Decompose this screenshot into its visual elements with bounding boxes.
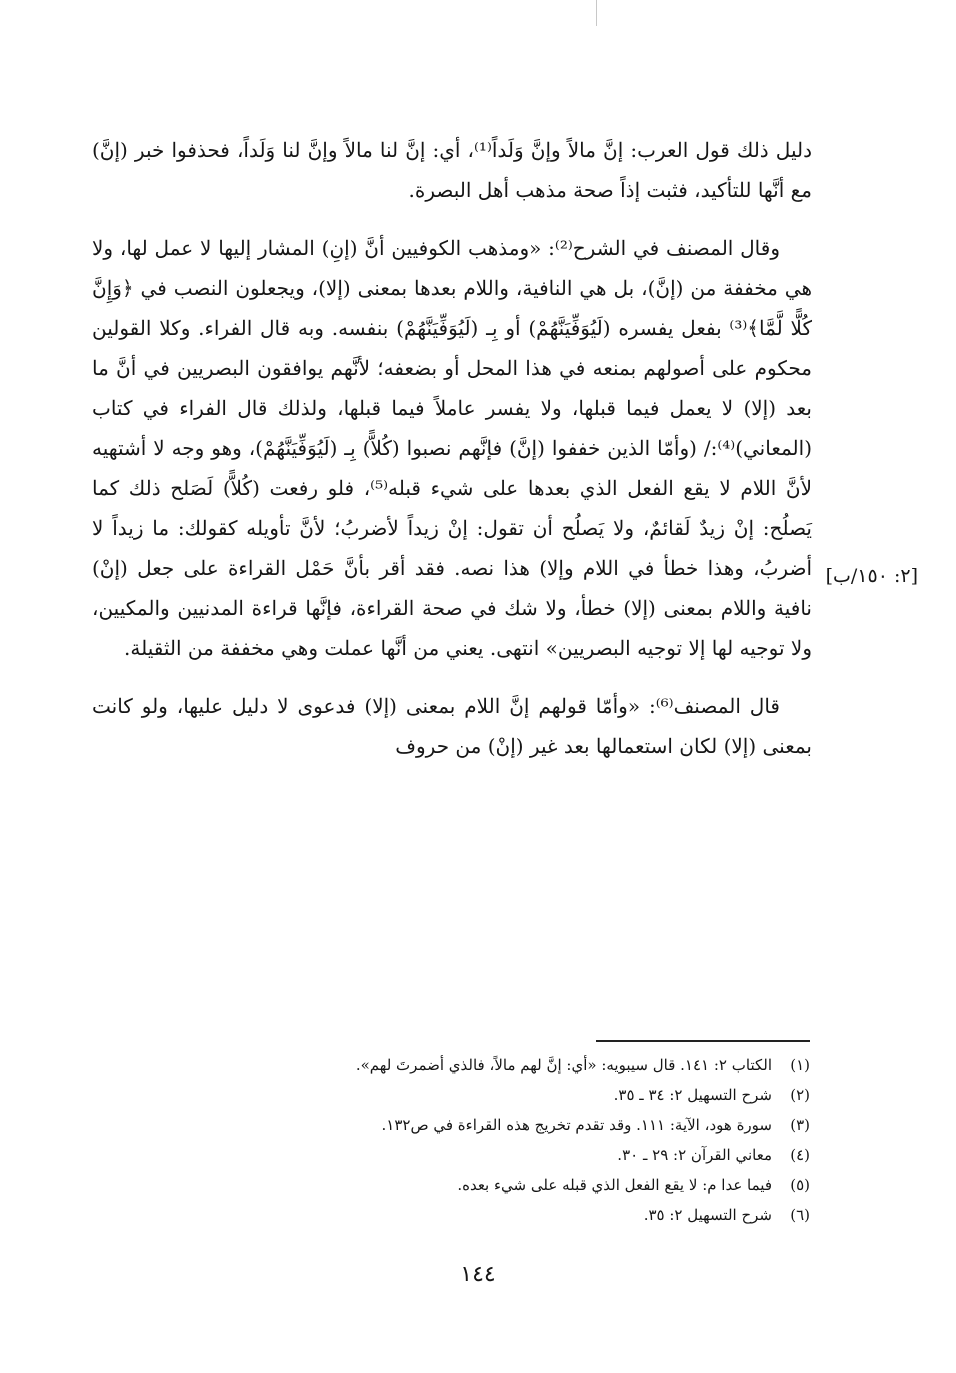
footnote-item: [150, 1140, 810, 1170]
gutter-mark: [596, 0, 597, 26]
footnote-text: شرح التسهيل ٢: ٣٤ ـ ٣٥.: [613, 1086, 772, 1104]
page-number: ١٤٤: [460, 1262, 496, 1287]
footnotes: [150, 1050, 810, 1230]
footnote-number: (١): [790, 1056, 810, 1074]
paragraph-1: دليل ذلك قول العرب: إنَّ مالاً وإنَّ وَلَداً⁽¹⁾، أي: إنَّ لنا مالاً وإنَّ لنا وَلَداً، فحذفوا خبر (إنَّ) مع أنَّها للتأكيد، فثبت إذاً صحة مذهب أهل البصرة.: [92, 138, 812, 202]
paragraph-3: قال المصنف⁽⁶⁾: «وأمّا قولهم إنَّ اللام بمعنى (إلا) فدعوى لا دليل عليها، ولو كانت بمعنى (إلا) لكان استعمالها بعد غير (إنْ) من حروف: [92, 694, 812, 758]
footnote-item: [150, 1200, 810, 1230]
footnote-item: [150, 1050, 810, 1080]
paragraph-2: وقال المصنف في الشرح⁽²⁾: «ومذهب الكوفيين أنَّ (إنِ) المشار إليها لا عمل لها، ولا هي مخففة من (إنَّ)، بل هي النافية، واللام بعدها بمعنى (إلا)، ويجعلون النصب في ﴿وَإِنَّ كُلًّا لَّمَّا﴾⁽³⁾ بفعل يفسره (لَيُوَفِّيَنَّهُمْ) أو بِـ (لَيُوَفِّيَنَّهُمْ) بنفسه. وبه قال الفراء. وكلا القولين محكوم على أصولهم بمنعه في هذا المحل أو بضعفه؛ لأنَّهم يوافقون البصريين في أنَّ ما بعد (إلا) لا يعمل فيما قبلها، ولا يفسر عاملاً فيما قبلها، ولذلك قال الفراء في كتاب (المعاني)⁽⁴⁾:/ (وأمّا الذين خففوا (إنَّ) فإنَّهم نصبوا (كُلاًّ) بِـ (لَيُوَفِّيَنَّهُمْ)، وهو وجه لا أشتهيه لأنَّ اللام لا يقع الفعل الذي بعدها على شيء قبله⁽⁵⁾، فلو رفعت (كُلاًّ) لَصَلح ذلك كما يَصلُح: إنْ زيدٌ لَقائمٌ، ولا يَصلُح أن تقول: إنْ زيداً لأضربُ؛ لأنَّ تأويله كقولك: ما زيداً لا أضربُ، وهذا خطأ في اللام وإلا) هذا نصه. فقد أقر بأنَّ حَمْل القراءة على جعل (إنْ) نافية واللام بمعنى (إلا) خطأ، ولا شك في صحة القراءة، فإنَّها قراءة المدنيين والمكيين، ولا توجيه لها إلا توجيه البصريين» انتهى. يعني من أنَّها عملت وهي مخففة من الثقيلة.: [92, 236, 813, 660]
footnote-text: شرح التسهيل ٢: ٣٥.: [643, 1206, 772, 1224]
footnote-number: (٥): [790, 1176, 810, 1194]
footnote-text: معاني القرآن ٢: ٢٩ ـ ٣٠.: [617, 1146, 772, 1164]
footnote-number: (٢): [790, 1086, 810, 1104]
footnote-item: [150, 1170, 810, 1200]
footnote-text: فيما عدا م: لا يقع الفعل الذي قبله على شيء بعده.: [457, 1176, 772, 1194]
footnote-text: سورة هود، الآية: ١١١. وقد تقدم تخريج هذه القراءة في ص١٣٢.: [381, 1116, 772, 1134]
footnote-text: الكتاب ٢: ١٤١. قال سيبويه: «أي: إنَّ لهم مالاً، فالذي أضمرتَ لهم».: [355, 1056, 772, 1074]
footnote-number: (٦): [790, 1206, 810, 1224]
footnote-number: (٣): [790, 1116, 810, 1134]
footnote-separator: [596, 1040, 810, 1042]
footnote-number: (٤): [790, 1146, 810, 1164]
footnote-item: [150, 1110, 810, 1140]
manuscript-folio-note: [٢: ١٥٠/ب]: [825, 565, 918, 587]
main-text: [92, 130, 812, 784]
footnote-item: [150, 1080, 810, 1110]
